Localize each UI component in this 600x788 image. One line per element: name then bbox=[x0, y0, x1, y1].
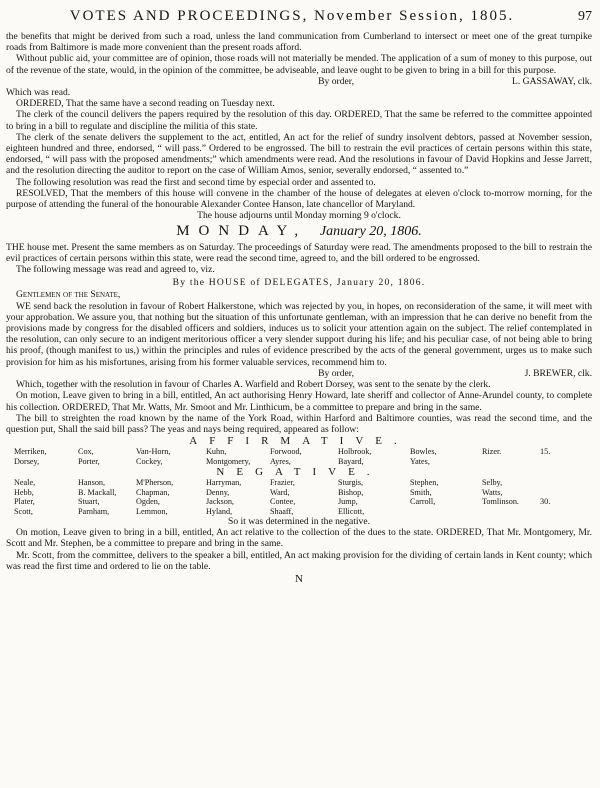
paragraph: The clerk of the council delivers the papers required by the resolution of this day. ORDERED, That the same be referred to the committee appointed to bring in a bill to regulate and discipline the militia of this state. bbox=[6, 109, 592, 132]
vote-name: Stuart, bbox=[78, 497, 100, 507]
signature-block bbox=[6, 368, 592, 379]
vote-name: Jackson, bbox=[206, 497, 234, 507]
document-page bbox=[6, 8, 592, 585]
day-name: MONDAY, bbox=[176, 223, 308, 240]
adjournment-line: The house adjourns until Monday morning 9 o'clock. bbox=[197, 210, 401, 222]
page-number: 97 bbox=[578, 9, 592, 24]
vote-name: Hyland, bbox=[206, 506, 233, 516]
document-body bbox=[6, 31, 592, 585]
vote-name: Montgomery, bbox=[206, 456, 251, 466]
vote-name: Frazier, bbox=[270, 478, 295, 488]
vote-name: Hanson, bbox=[78, 478, 106, 488]
vote-name: Bishop, bbox=[338, 487, 364, 497]
paragraph: THE house met. Present the same members as on Saturday. The proceedings of Saturday were read. The amendments proposed to the bill to restrain the evil practices of certain persons within this state, were read the second time, agreed to, and the bill ordered to be engrossed. bbox=[6, 241, 592, 264]
vote-name: Merriken, bbox=[14, 447, 47, 457]
vote-name: Ellicott, bbox=[338, 506, 365, 516]
vote-name: Dorsey, bbox=[14, 456, 40, 466]
vote-name: Bowles, bbox=[410, 447, 437, 457]
affirmative-list bbox=[14, 447, 592, 466]
paragraph: ORDERED, That the same have a second reading on Tuesday next. bbox=[16, 98, 275, 110]
signature-mark: N bbox=[295, 572, 303, 585]
signature-block bbox=[6, 76, 592, 87]
message-heading: By the HOUSE of DELEGATES, January 20, 1806. bbox=[172, 277, 426, 289]
paragraph: Without public aid, your committee are of opinion, those roads will not materially be mended. The application of a sum of money to this purpose, out of the revenue of the state, would, in the opinion of the committee, be adviseable, and leave ought to be given to bring in a bill for this purpose. bbox=[6, 53, 592, 76]
vote-name: Scott, bbox=[14, 506, 33, 516]
vote-name: Denny, bbox=[206, 487, 230, 497]
vote-name: Forwood, bbox=[270, 447, 302, 457]
paragraph: the benefits that might be derived from such a road, unless the land communication from Cumberland to intersect or meet one of the great turnpike roads from Baltimore is made more convenient than the present roads afford. bbox=[6, 31, 592, 54]
vote-name: Carroll, bbox=[410, 497, 436, 507]
salutation: Gentlemen of the Senate, bbox=[16, 289, 121, 301]
vote-name: Shaaff, bbox=[270, 506, 294, 516]
vote-name: Parnham, bbox=[78, 506, 110, 516]
vote-name: Smith, bbox=[410, 487, 432, 497]
paragraph: On motion, Leave given to bring in a bill, entitled, An act authorising Henry Howard, late sheriff and collector of Anne-Arundel county, to complete his collection. ORDERED, That Mr. Watts, Mr. Smoot and Mr. Linthicum, be a committee to prepare and bring in the same. bbox=[6, 390, 592, 413]
paragraph: Mr. Scott, from the committee, delivers to the speaker a bill, entitled, An act making provision for the dividing of certain lands in Kent county; which was read the first time and ordered to lie on the table. bbox=[6, 549, 592, 572]
clerk-signature: L. GASSAWAY, clk. bbox=[512, 75, 592, 87]
day-heading bbox=[6, 223, 592, 240]
vote-name: Hebb, bbox=[14, 487, 34, 497]
clerk-signature: J. BREWER, clk. bbox=[524, 367, 592, 379]
vote-name: Porter, bbox=[78, 456, 100, 466]
paragraph: The clerk of the senate delivers the supplement to the act, entitled, An act for the relief of sundry insolvent debtors, passed at November session, eighteen hundred and three, endorsed, “ will pass.” Ordered to be engrossed. The bill to restrain the evil practices of certain persons within this state, endorsed, “ will pass with the proposed amendments;” which amendments were read. And the resolutions in favour of David Hopkins and Jesse Jarrett, and the resolution directing the auditor to report on the case of William Amos, senior, severally endorsed, “ assented to.” bbox=[6, 131, 592, 177]
vote-count bbox=[540, 488, 588, 497]
vote-name: B. Mackall, bbox=[78, 487, 117, 497]
paragraph: On motion, Leave given to bring in a bill, entitled, An act relative to the collection of the dues to the state. ORDERED, That Mr. Montgomery, Mr. Scott and Mr. Stephen, be a committee to prepare and bring in the same. bbox=[6, 527, 592, 550]
negative-list bbox=[14, 478, 592, 516]
vote-name: Chapman, bbox=[136, 487, 170, 497]
vote-name bbox=[482, 457, 540, 466]
vote-name bbox=[410, 507, 482, 516]
vote-name: Ayres, bbox=[270, 456, 291, 466]
vote-name: Lemmon, bbox=[136, 506, 168, 516]
vote-name: Neale, bbox=[14, 478, 36, 488]
vote-name: Jump, bbox=[338, 497, 358, 507]
vote-name: Tomlinson. bbox=[482, 497, 519, 507]
paragraph: Which, together with the resolution in favour of Charles A. Warfield and Robert Dorsey, was sent to the senate by the clerk. bbox=[16, 379, 491, 391]
message-text: WE send back the resolution in favour of Robert Halkerstone, which was rejected by you, in hopes, on reconsideration of the same, it will meet with your approbation. We assure you, that nothing but the situation of this unfortunate gentleman, with an impression that he can derive no benefit from the provisions made by congress for the disabled officers and soldiers, induces us to solicit your attention again on the subject. The relief contemplated in the resolution, can only secure to an indigent meritorious officer a very slender support during his life; and his peculiar case, of not being able to bring his proof, (though manifest to us,) within the principles and rules of evidence prescribed by the acts of the general government, urges us to make such provision for him as his misfortunes, arising from his former valuable services, recommend him to. bbox=[6, 300, 592, 368]
affirmative-heading: AFFIRMATIVE. bbox=[189, 435, 409, 448]
vote-count: 30. bbox=[540, 497, 551, 507]
vote-count bbox=[540, 457, 588, 466]
vote-name: Bayard, bbox=[338, 456, 364, 466]
vote-result: So it was determined in the negative. bbox=[227, 515, 370, 527]
vote-name: Holbrook, bbox=[338, 447, 372, 457]
paragraph: The bill to streighten the road known by the name of the York Road, within Harford and Baltimore counties, was read the second time, and the question put, Shall the said bill pass? The yeas and nays being required, appeared as follow: bbox=[6, 412, 592, 435]
running-header bbox=[6, 8, 592, 25]
vote-count: 15. bbox=[540, 447, 551, 457]
paragraph: Which was read. bbox=[6, 87, 71, 99]
vote-name: M'Pherson, bbox=[136, 478, 174, 488]
negative-heading: NEGATIVE. bbox=[216, 466, 382, 479]
vote-count bbox=[540, 478, 588, 487]
by-order-label: By order, bbox=[318, 367, 354, 379]
vote-name: Yates, bbox=[410, 456, 430, 466]
vote-name bbox=[482, 507, 540, 516]
header-title: VOTES AND PROCEEDINGS, November Session, 1805. bbox=[69, 8, 515, 24]
vote-name: Watts, bbox=[482, 487, 503, 497]
vote-name: Stephen, bbox=[410, 478, 439, 488]
vote-name: Harryman, bbox=[206, 478, 242, 488]
day-date: January 20, 1806. bbox=[319, 224, 422, 240]
vote-name: Contee, bbox=[270, 497, 296, 507]
vote-name: Van-Horn, bbox=[136, 447, 171, 457]
vote-name: Plater, bbox=[14, 497, 35, 507]
vote-name: Selby, bbox=[482, 478, 503, 488]
vote-name: Cox, bbox=[78, 447, 94, 457]
paragraph: RESOLVED, That the members of this house will convene in the chamber of the house of delegates at eleven o'clock to-morrow morning, for the purpose of attending the funeral of the honourable Alexander Contee Hanson, late chancellor of Maryland. bbox=[6, 187, 592, 211]
vote-name: Rizer. bbox=[482, 447, 502, 457]
vote-name: Kuhn, bbox=[206, 447, 227, 457]
vote-name: Ward, bbox=[270, 487, 290, 497]
paragraph: The following message was read and agreed to, viz. bbox=[16, 264, 215, 276]
vote-name: Ogden, bbox=[136, 497, 160, 507]
vote-count bbox=[540, 507, 588, 516]
paragraph: The following resolution was read the first and second time by especial order and assented to. bbox=[16, 176, 376, 188]
vote-name: Cockey, bbox=[136, 456, 163, 466]
by-order-label: By order, bbox=[318, 75, 354, 87]
vote-name: Sturgis, bbox=[338, 478, 364, 488]
